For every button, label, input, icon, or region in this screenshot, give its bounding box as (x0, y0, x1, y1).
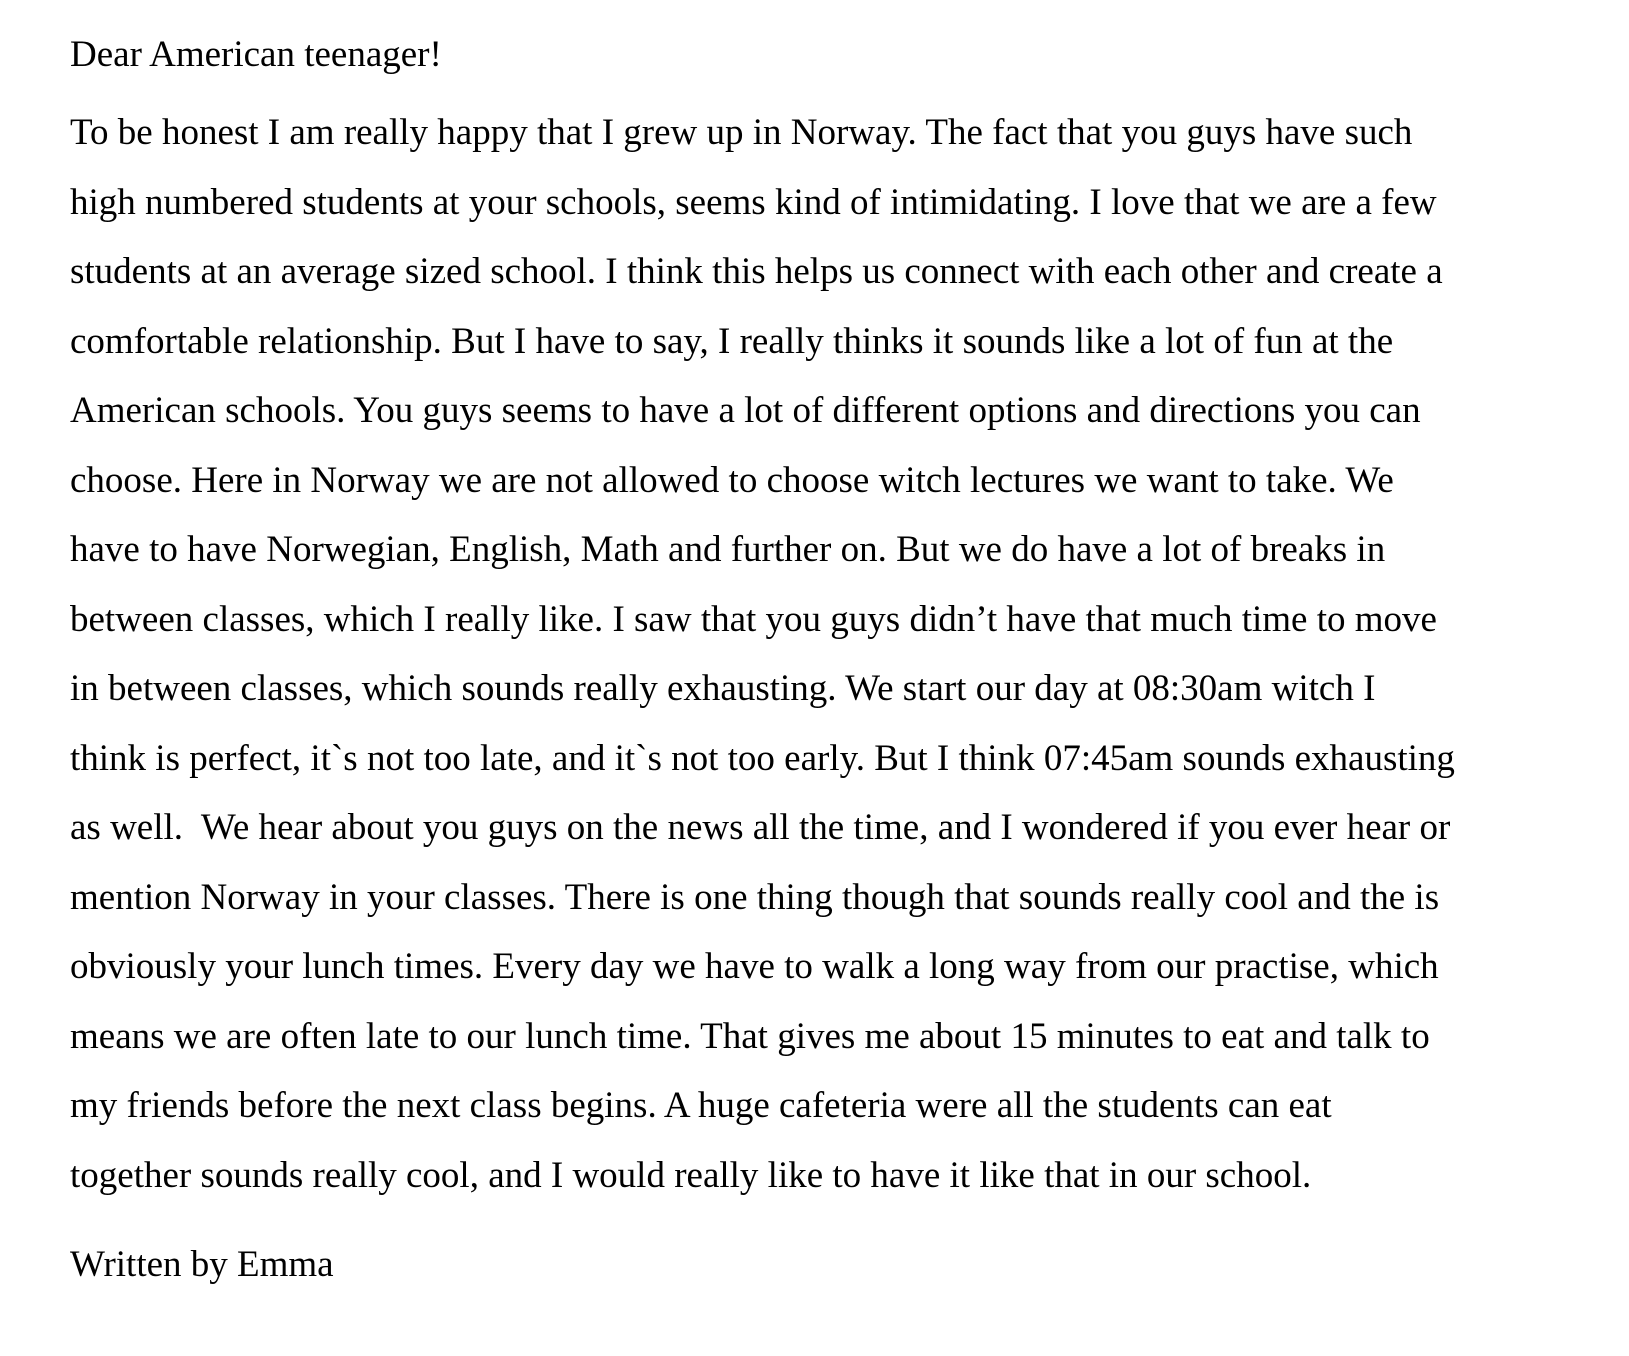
letter-body-line: think is perfect, it`s not too late, and it`s not too early. But I think 07:45am sounds exhausting (70, 737, 1455, 779)
letter-greeting: Dear American teenager! (70, 34, 442, 75)
letter-body-line: my friends before the next class begins. A huge cafeteria were all the students can eat (70, 1085, 1332, 1126)
letter-body-line: as well. We hear about you guys on the news all the time, and I wondered if you ever hear or (70, 807, 1451, 848)
letter-body-line: high numbered students at your schools, seems kind of intimidating. I love that we are a few (70, 181, 1437, 223)
letter-document (70, 28, 1590, 1292)
letter-body-line: between classes, which I really like. I saw that you guys didn’t have that much time to move (70, 598, 1437, 640)
letter-body-line: means we are often late to our lunch time. That gives me about 15 minutes to eat and talk to (70, 1015, 1430, 1057)
letter-body-line: in between classes, which sounds really exhausting. We start our day at 08:30am witch I (70, 668, 1376, 709)
letter-body-line: obviously your lunch times. Every day we have to walk a long way from our practise, which (70, 946, 1439, 987)
letter-body-line: together sounds really cool, and I would really like to have it like that in our school. (70, 1154, 1312, 1196)
letter-body-line: choose. Here in Norway we are not allowed to choose witch lectures we want to take. We (70, 459, 1394, 501)
letter-body-line: comfortable relationship. But I have to say, I really thinks it sounds like a lot of fun at the (70, 320, 1394, 362)
letter-body-line: American schools. You guys seems to have a lot of different options and directions you can (70, 390, 1421, 431)
letter-body-line: have to have Norwegian, English, Math and further on. But we do have a lot of breaks in (70, 529, 1386, 570)
letter-signature: Written by Emma (70, 1244, 334, 1285)
letter-body-line: mention Norway in your classes. There is one thing though that sounds really cool and the is (70, 876, 1440, 918)
letter-body-line: To be honest I am really happy that I grew up in Norway. The fact that you guys have such (70, 112, 1413, 153)
letter-body (70, 98, 1590, 1210)
letter-body-line: students at an average sized school. I think this helps us connect with each other and create a (70, 251, 1443, 292)
